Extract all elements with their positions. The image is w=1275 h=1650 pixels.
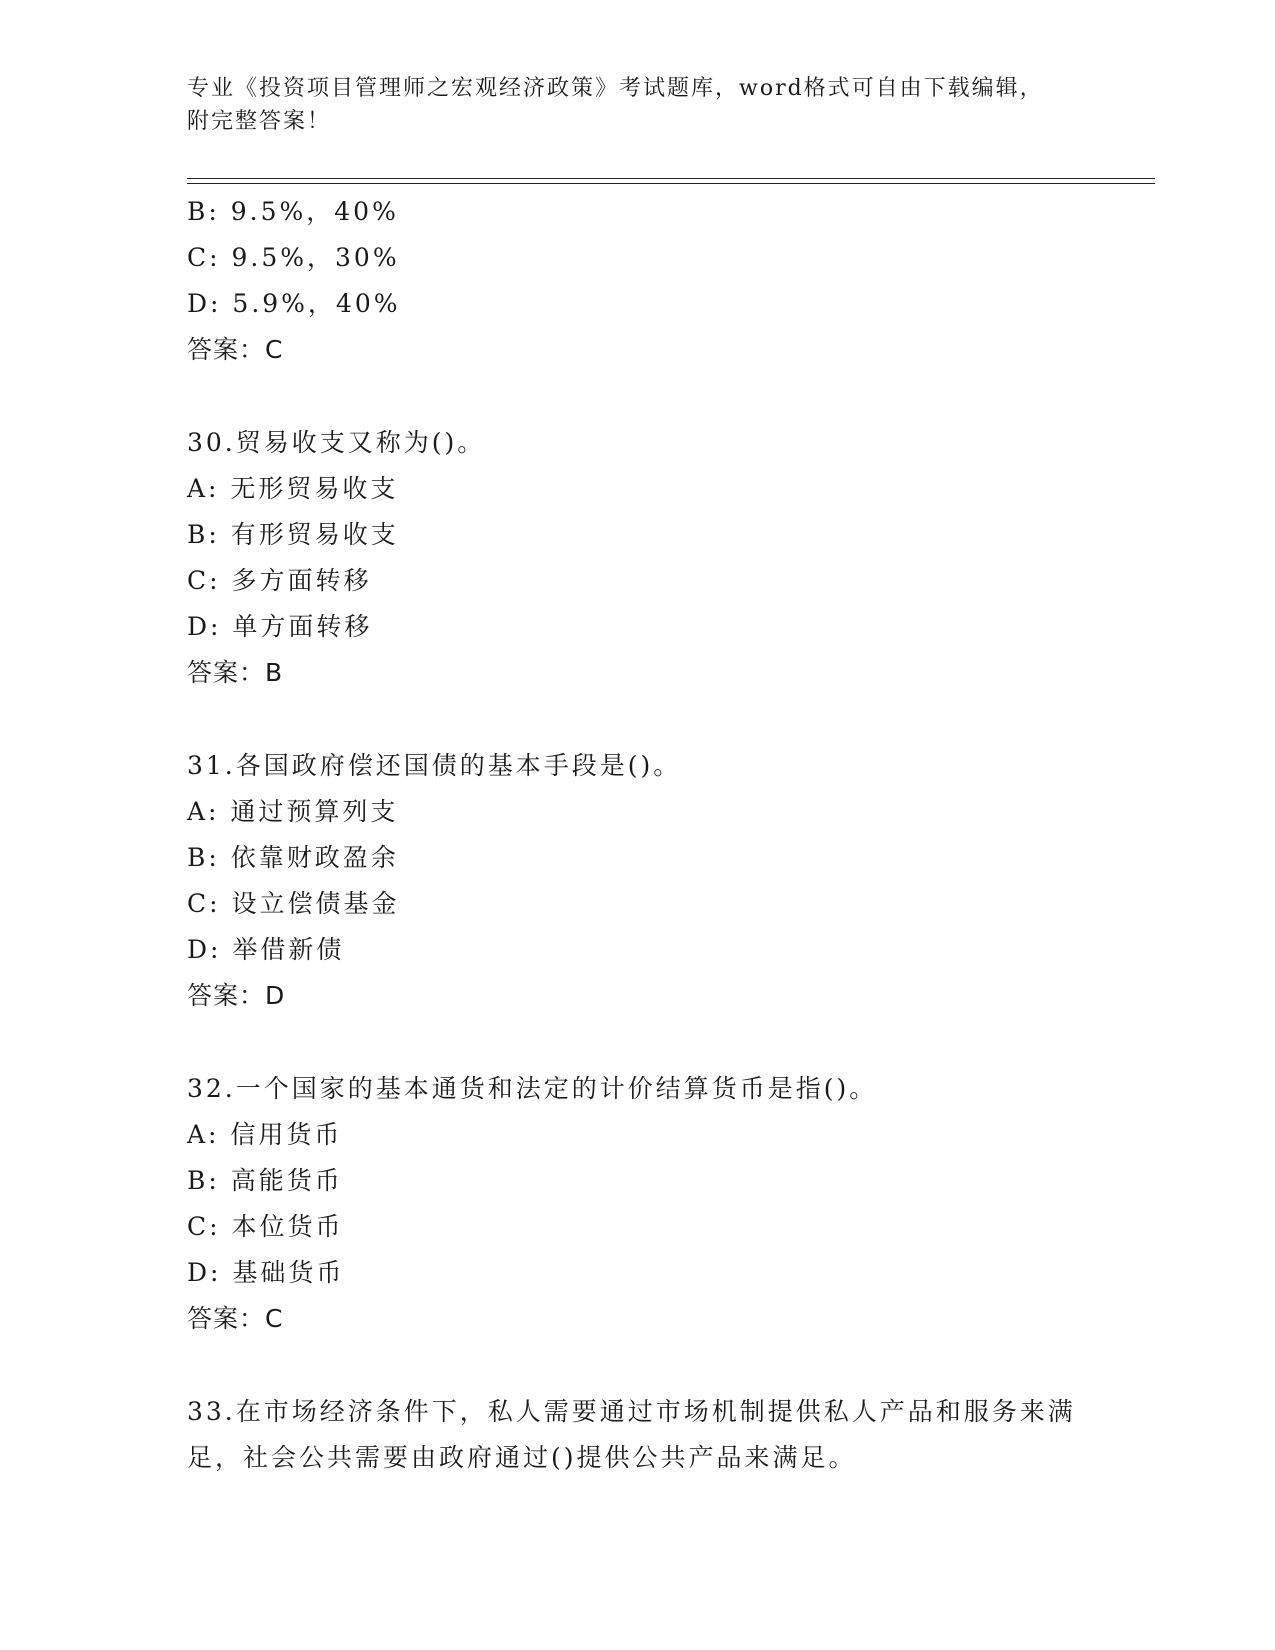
option-b: B: 9.5%，40% <box>187 197 399 226</box>
option-a: A: 通过预算列支 <box>187 797 399 826</box>
answer-line: 答案：C <box>187 1304 284 1333</box>
option-d: D: 5.9%，40% <box>187 289 401 318</box>
option-b: B: 高能货币 <box>187 1166 343 1195</box>
option-c: C: 本位货币 <box>187 1212 344 1241</box>
option-c: C: 9.5%，30% <box>187 243 400 272</box>
header-divider-top <box>187 178 1155 179</box>
option-d: D: 基础货币 <box>187 1258 345 1287</box>
question-29-continued <box>187 189 1087 373</box>
answer-line: 答案：D <box>187 981 286 1010</box>
option-b: B: 有形贸易收支 <box>187 520 399 549</box>
question-stem: 32.一个国家的基本通货和法定的计价结算货币是指()。 <box>187 1074 878 1103</box>
answer-line: 答案：C <box>187 335 284 364</box>
option-d: D: 举借新债 <box>187 935 345 964</box>
question-30 <box>187 420 1087 696</box>
option-b: B: 依靠财政盈余 <box>187 843 399 872</box>
header-divider-bottom <box>187 183 1155 184</box>
document-body <box>187 189 1087 1481</box>
question-stem: 31.各国政府偿还国债的基本手段是()。 <box>187 751 682 780</box>
option-c: C: 设立偿债基金 <box>187 889 400 918</box>
question-33 <box>187 1389 1087 1481</box>
option-a: A: 信用货币 <box>187 1120 343 1149</box>
question-32 <box>187 1066 1087 1342</box>
question-31 <box>187 743 1087 1019</box>
option-d: D: 单方面转移 <box>187 612 373 641</box>
document-header: 专业《投资项目管理师之宏观经济政策》考试题库，word格式可自由下载编辑，附完整答案！ <box>187 76 1044 134</box>
answer-line: 答案：B <box>187 658 284 687</box>
question-stem: 30.贸易收支又称为()。 <box>187 428 486 457</box>
question-stem: 33.在市场经济条件下，私人需要通过市场机制提供私人产品和服务来满足，社会公共需要由政府通过()提供公共产品来满足。 <box>187 1397 1076 1472</box>
option-a: A: 无形贸易收支 <box>187 474 399 503</box>
option-c: C: 多方面转移 <box>187 566 372 595</box>
